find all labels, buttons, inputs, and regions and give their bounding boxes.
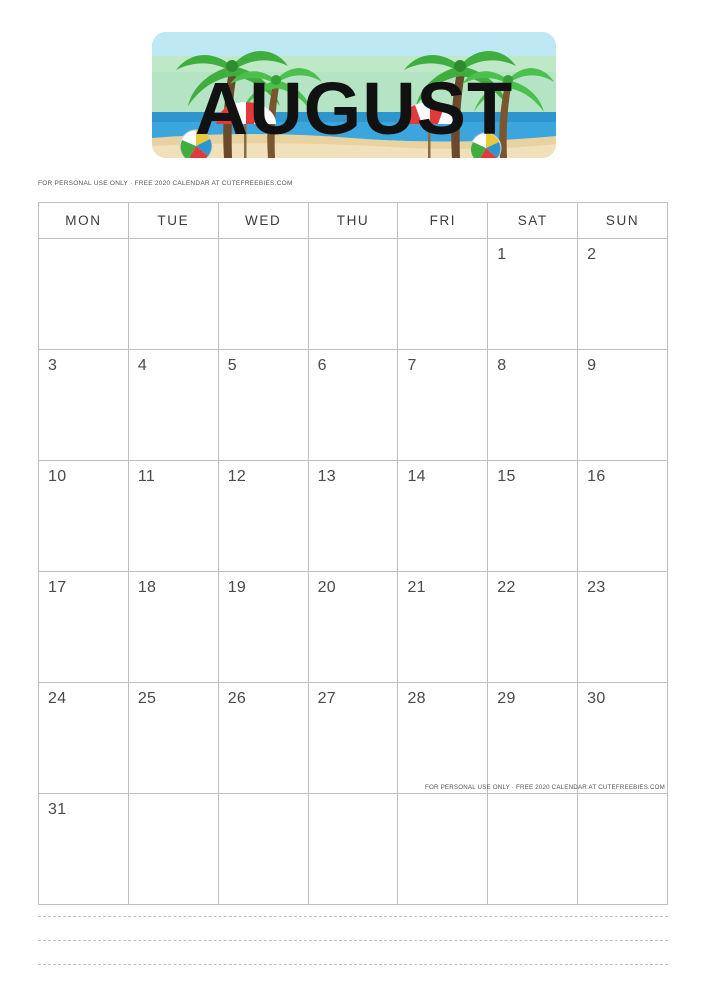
day-cell[interactable] (398, 794, 488, 905)
weekday-label: MON (65, 213, 102, 228)
day-number: 7 (407, 357, 417, 374)
day-cell[interactable] (578, 461, 668, 572)
day-cell[interactable] (129, 461, 219, 572)
day-number: 6 (317, 357, 327, 374)
day-cell[interactable] (578, 239, 668, 350)
day-number: 2 (587, 246, 597, 263)
day-cell[interactable] (129, 572, 219, 683)
day-number: 31 (48, 801, 67, 818)
month-title: AUGUST (194, 67, 514, 150)
calendar-week-row (39, 239, 668, 350)
day-number: 17 (48, 579, 67, 596)
weekday-label: SUN (605, 213, 640, 228)
day-number: 22 (497, 579, 516, 596)
weekday-label: WED (245, 213, 282, 228)
weekday-label: SAT (517, 213, 548, 228)
day-cell[interactable] (309, 683, 399, 794)
day-cell[interactable] (398, 461, 488, 572)
calendar-week-row (39, 683, 668, 794)
day-cell[interactable] (488, 461, 578, 572)
day-number: 30 (587, 690, 606, 707)
day-number: 25 (137, 690, 157, 707)
day-number: 18 (137, 579, 157, 596)
day-cell[interactable] (578, 572, 668, 683)
day-cell[interactable] (488, 683, 578, 794)
day-cell[interactable] (309, 239, 399, 350)
day-number: 20 (317, 579, 336, 596)
day-cell[interactable] (488, 239, 578, 350)
day-cell[interactable] (309, 350, 399, 461)
day-cell[interactable] (219, 572, 309, 683)
day-cell[interactable] (219, 350, 309, 461)
day-number: 8 (497, 357, 507, 374)
day-cell[interactable] (39, 683, 129, 794)
day-cell[interactable] (219, 794, 309, 905)
day-cell[interactable] (219, 239, 309, 350)
calendar-week-row (39, 461, 668, 572)
day-number: 3 (48, 357, 58, 374)
day-cell[interactable] (309, 461, 399, 572)
day-cell[interactable] (129, 350, 219, 461)
day-cell[interactable] (219, 683, 309, 794)
calendar-week-row (39, 572, 668, 683)
day-number: 27 (317, 690, 336, 707)
day-cell[interactable] (398, 683, 488, 794)
day-cell[interactable] (39, 572, 129, 683)
day-number: 5 (227, 357, 237, 374)
credit-line-top: FOR PERSONAL USE ONLY · FREE 2020 CALENDAR AT CUTEFREEBIES.COM (38, 180, 293, 187)
day-cell[interactable] (129, 683, 219, 794)
summer-beach-banner (152, 26, 556, 174)
starfish-icon (312, 160, 393, 174)
credit-line-inner: FOR PERSONAL USE ONLY · FREE 2020 CALENDAR AT CUTEFREEBIES.COM (424, 784, 666, 791)
day-number: 21 (407, 579, 426, 596)
weekday-header-wed (219, 203, 309, 239)
day-number: 1 (497, 246, 507, 263)
weekday-header-mon (39, 203, 129, 239)
day-cell[interactable] (39, 239, 129, 350)
day-number: 11 (137, 468, 156, 485)
day-cell[interactable] (578, 350, 668, 461)
day-number: 4 (137, 357, 148, 374)
day-number: 23 (587, 579, 606, 596)
day-number: 14 (407, 468, 426, 485)
weekday-header-tue (129, 203, 219, 239)
day-cell[interactable] (398, 572, 488, 683)
day-number: 15 (497, 468, 516, 485)
day-cell[interactable] (39, 794, 129, 905)
day-number: 19 (227, 579, 247, 596)
note-line[interactable] (38, 916, 668, 917)
day-cell[interactable] (39, 350, 129, 461)
weekday-header-row (39, 203, 668, 239)
day-cell[interactable] (398, 350, 488, 461)
day-cell[interactable] (398, 239, 488, 350)
day-cell[interactable] (219, 461, 309, 572)
calendar-week-row (39, 794, 668, 905)
weekday-label: TUE (157, 213, 190, 228)
day-number: 10 (48, 468, 67, 485)
day-cell[interactable] (488, 572, 578, 683)
header-banner-area (0, 26, 707, 176)
note-line[interactable] (38, 940, 668, 941)
weekday-label: THU (336, 213, 370, 228)
weekday-header-fri (398, 203, 488, 239)
day-cell[interactable] (578, 794, 668, 905)
day-number: 26 (227, 690, 247, 707)
day-number: 12 (227, 468, 247, 485)
day-cell[interactable] (129, 794, 219, 905)
calendar-grid (38, 202, 668, 905)
day-number: 9 (587, 357, 597, 374)
note-line[interactable] (38, 964, 668, 965)
day-number: 13 (317, 468, 336, 485)
calendar-week-row (39, 350, 668, 461)
day-number: 16 (587, 468, 606, 485)
weekday-label: FRI (429, 213, 457, 228)
day-cell[interactable] (488, 350, 578, 461)
day-cell[interactable] (488, 794, 578, 905)
day-number: 29 (497, 690, 516, 707)
notes-area (38, 916, 668, 988)
day-cell[interactable] (129, 239, 219, 350)
weekday-header-thu (309, 203, 399, 239)
weekday-header-sat (488, 203, 578, 239)
day-cell[interactable] (309, 572, 399, 683)
day-cell[interactable] (39, 461, 129, 572)
day-cell[interactable] (309, 794, 399, 905)
weekday-header-sun (578, 203, 668, 239)
day-number: 24 (48, 690, 67, 707)
day-number: 28 (407, 690, 426, 707)
